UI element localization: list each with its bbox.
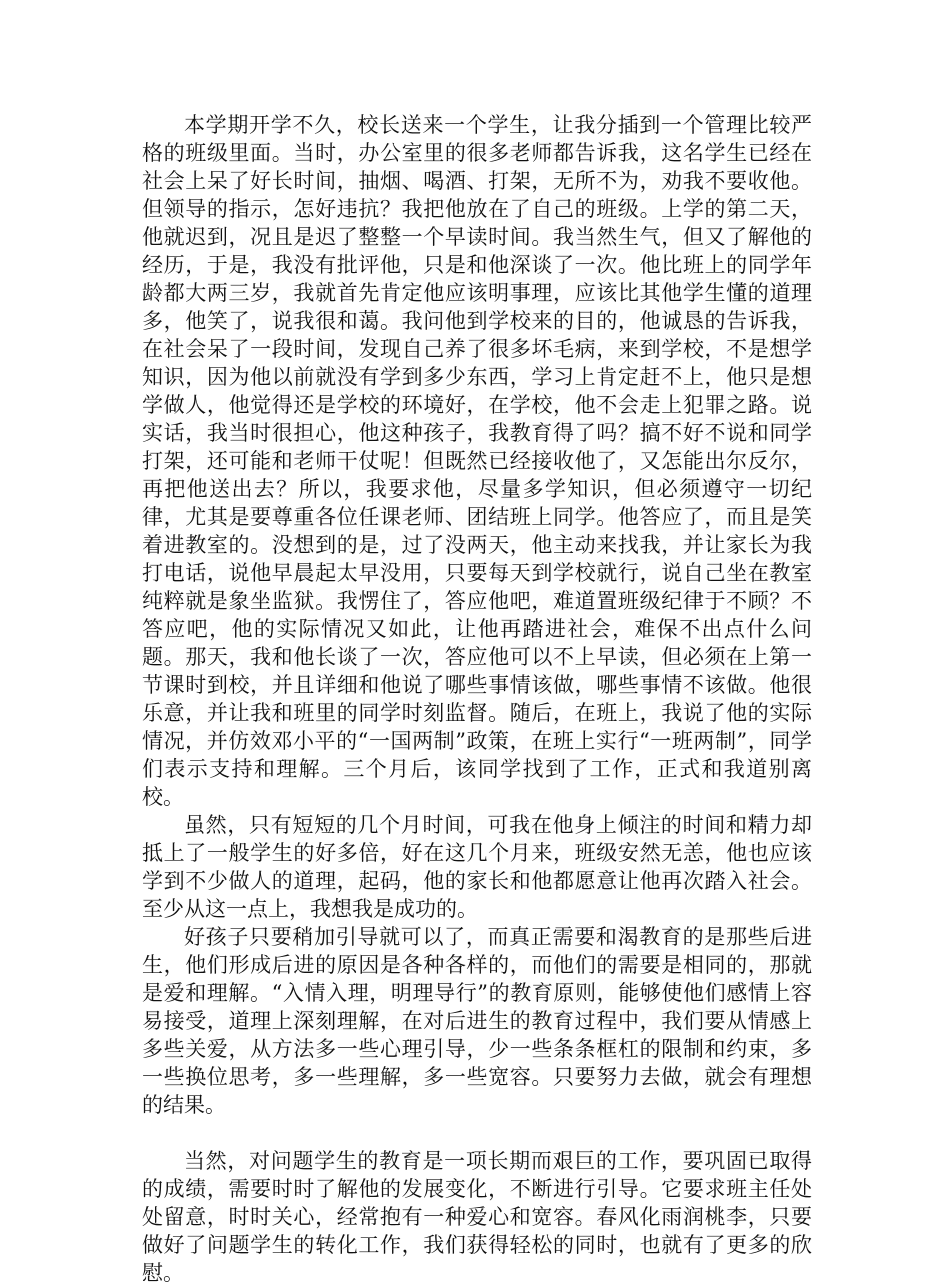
- paragraph-1: 本学期开学不久，校长送来一个学生，让我分插到一个管理比较严格的班级里面。当时，办公室里的很多老师都告诉我，这名学生已经在社会上呆了好长时间，抽烟、喝酒、打架，无所不为，劝我不要收他。但领导的指示，怎好违抗？我把他放在了自己的班级。上学的第二天，他就迟到，况且是迟了整整一个早读时间。我当然生气，但又了解他的经历，于是，我没有批评他，只是和他深谈了一次。他比班上的同学年龄都大两三岁，我就首先肯定他应该明事理，应该比其他学生懂的道理多，他笑了，说我很和蔼。我问他到学校来的目的，他诚恳的告诉我，在社会呆了一段时间，发现自己养了很多坏毛病，来到学校，不是想学知识，因为他以前就没有学到多少东西，学习上肯定赶不上，他只是想学做人，他觉得还是学校的环境好，在学校，他不会走上犯罪之路。说实话，我当时很担心，他这种孩子，我教育得了吗？搞不好不说和同学打架，还可能和老师干仗呢！但既然已经接收他了，又怎能出尔反尔，再把他送出去？所以，我要求他，尽量多学知识，但必须遵守一切纪律，尤其是要尊重各位任课老师、团结班上同学。他答应了，而且是笑着进教室的。没想到的是，过了没两天，他主动来找我，并让家长为我打电话，说他早晨起太早没用，只要每天到学校就行，说自己坐在教室纯粹就是象坐监狱。我愣住了，答应他吧，难道置班级纪律于不顾？不答应吧，他的实际情况又如此，让他再踏进社会，难保不出点什么问题。那天，我和他长谈了一次，答应他可以不上早读，但必须在上第一节课时到校，并且详细和他说了哪些事情该做，哪些事情不该做。他很乐意，并让我和班里的同学时刻监督。随后，在班上，我说了他的实际情况，并仿效邓小平的“一国两制”政策，在班上实行“一班两制”，同学们表示支持和理解。三个月后，该同学找到了工作，正式和我道别离校。: [142, 113, 812, 809]
- paragraph-4: 当然，对问题学生的教育是一项长期而艰巨的工作，要巩固已取得的成绩，需要时时了解他的发展变化，不断进行引导。它要求班主任处处留意，时时关心，经常抱有一种爱心和宽容。春风化雨润桃李，只要做好了问题学生的转化工作，我们获得轻松的同时，也就有了更多的欣慰。: [142, 1149, 812, 1285]
- document-body: [142, 111, 812, 1287]
- paragraph-2: 虽然，只有短短的几个月时间，可我在他身上倾注的时间和精力却抵上了一般学生的好多倍，好在这几个月来，班级安然无恙，他也应该学到不少做人的道理，起码，他的家长和他都愿意让他再次踏入社会。至少从这一点上，我想我是成功的。: [142, 813, 812, 921]
- paragraph-spacer: [142, 1119, 812, 1147]
- paragraph-3: 好孩子只要稍加引导就可以了，而真正需要和渴教育的是那些后进生，他们形成后进的原因是各种各样的，而他们的需要是相同的，那就是爱和理解。“入情入理，明理导行”的教育原则，能够使他们感情上容易接受，道理上深刻理解，在对后进生的教育过程中，我们要从情感上多些关爱，从方法多一些心理引导，少一些条条框杠的限制和约束，多一些换位思考，多一些理解，多一些宽容。只要努力去做，就会有理想的结果。: [142, 925, 812, 1117]
